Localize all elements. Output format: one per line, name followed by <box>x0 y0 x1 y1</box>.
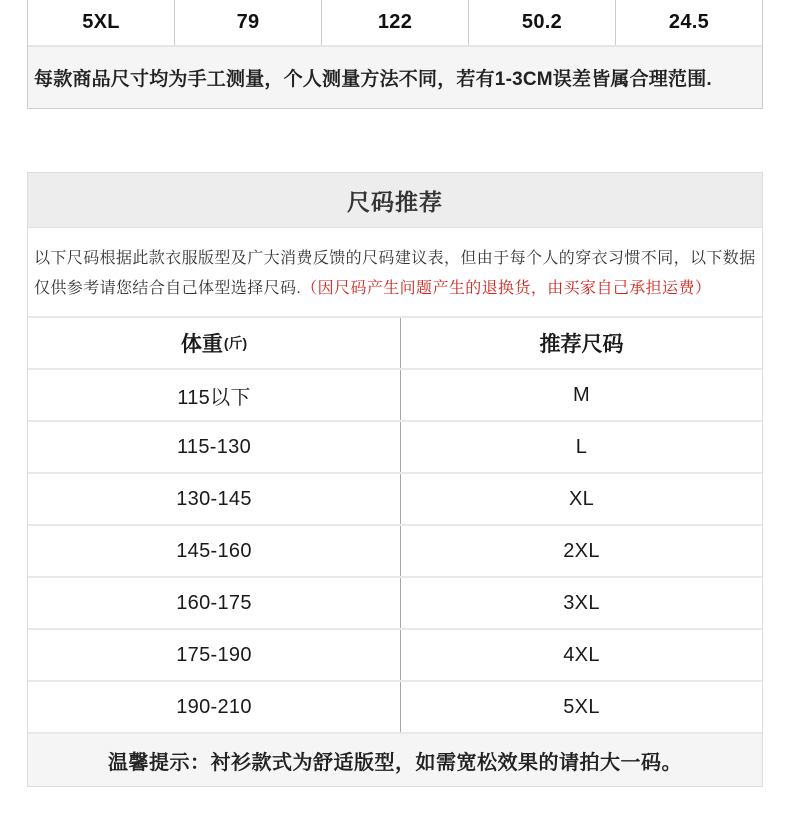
table-row <box>28 576 762 628</box>
table-row <box>28 368 762 420</box>
measure-size-cell: 5XL <box>82 11 120 33</box>
weight-range-cell: 115以下 <box>28 370 401 420</box>
size-column-header: 推荐尺码 <box>539 333 624 356</box>
weight-range-cell: 115-130 <box>28 422 401 472</box>
measure-length-cell: 79 <box>174 0 321 45</box>
weight-range-cell: 190-210 <box>28 682 401 732</box>
measurement-row-5xl <box>28 0 762 47</box>
weight-column-header <box>28 318 401 368</box>
size-description <box>28 228 762 316</box>
section-title: 尺码推荐 <box>28 173 762 228</box>
recommended-size-cell: 3XL <box>563 591 600 614</box>
warm-tip: 温馨提示：衬衫款式为舒适版型，如需宽松效果的请拍大一码。 <box>28 732 762 786</box>
recommended-size-cell: 5XL <box>563 695 600 718</box>
measure-sleeve-cell: 24.5 <box>615 0 762 45</box>
measure-bust-cell: 122 <box>321 0 468 45</box>
size-recommend-section <box>27 172 763 787</box>
size-table-header-row <box>28 316 762 368</box>
weight-range-cell: 145-160 <box>28 526 401 576</box>
recommended-size-cell: L <box>575 435 588 458</box>
recommended-size-cell: 4XL <box>563 643 600 666</box>
weight-range-cell: 160-175 <box>28 578 401 628</box>
weight-range-cell: 175-190 <box>28 630 401 680</box>
table-row <box>28 628 762 680</box>
table-row <box>28 420 762 472</box>
weight-range-cell: 130-145 <box>28 474 401 524</box>
table-row <box>28 524 762 576</box>
recommended-size-cell: M <box>573 383 590 406</box>
measurement-disclaimer: 每款商品尺寸均为手工测量，个人测量方法不同，若有1-3CM误差皆属合理范围. <box>28 47 762 109</box>
size-description-text: 以下尺码根据此款衣服版型及广大消费反馈的尺码建议表，但由于每个人的穿衣习惯不同，以下数据仅供参考请您结合自己体型选择尺码. <box>34 250 756 297</box>
table-row <box>28 680 762 732</box>
measurement-table <box>27 0 763 109</box>
measure-shoulder-cell: 50.2 <box>468 0 615 45</box>
weight-header-label: 体重 <box>180 333 223 356</box>
weight-unit-label: (斤) <box>223 335 248 351</box>
size-description-warning: （因尺码产生问题产生的退换货，由买家自己承担运费） <box>301 280 712 297</box>
table-row <box>28 472 762 524</box>
recommended-size-cell: 2XL <box>563 539 600 562</box>
recommended-size-cell: XL <box>568 487 595 510</box>
